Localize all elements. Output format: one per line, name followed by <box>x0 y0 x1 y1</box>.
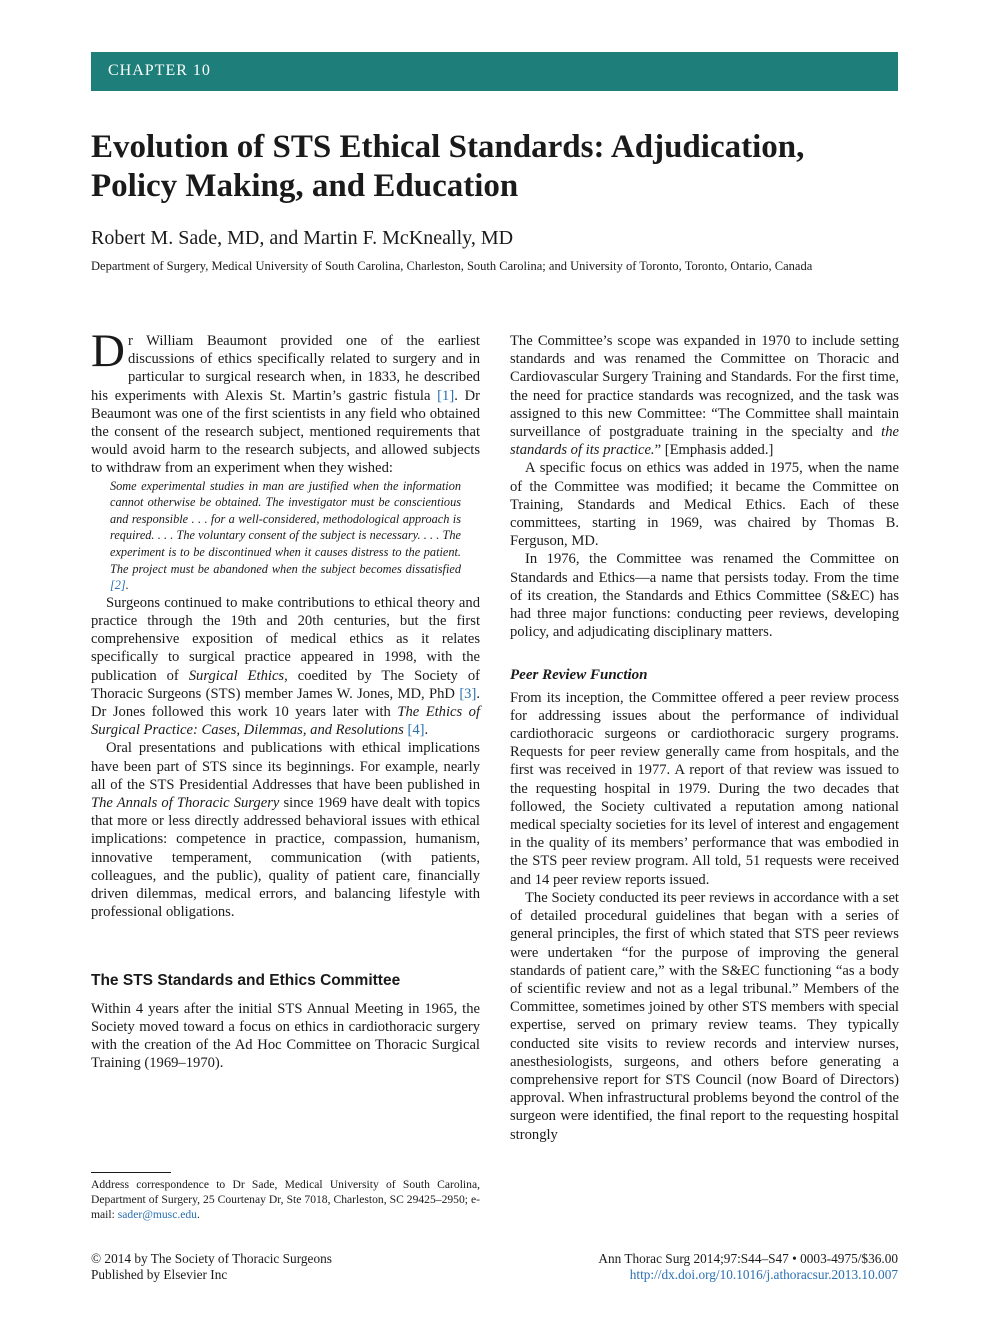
body-paragraph: Surgeons continued to make contributions to ethical theory and practice through the 19th and 20th centuries, but the first comprehensive exposition of medical ethics as it relates specifically to surgical practice appeared in 1998, with the publication of Surgical Ethics, coedited by The Society of Thoracic Surgeons (STS) member James W. Jones, MD, PhD [3]. Dr Jones followed this work 10 years later with The Ethics of Surgical Practice: Cases, Dilemmas, and Resolutions [4]. <box>91 594 480 739</box>
copyright-block <box>91 1251 332 1283</box>
subsection-heading: Peer Review Function <box>510 667 648 684</box>
body-paragraph: The Society conducted its peer reviews in accordance with a set of detailed procedural guidelines that began with a series of general principles, the first of which stated that STS peer reviews were undertaken “for the purpose of improving the general standards of patient care,” with the S&EC functioning “as a body of scientific review and not as a legal tribunal.” Members of the Committee, sometimes joined by other STS members with special expertise, served on primary review teams. They typically conducted site visits to review records and interview nurses, anesthesiologists, surgeons, and others before generating a comprehensive report for STS Council (now Board of Directors) approval. When infrastructural problems beyond the control of the surgeon were identified, the final report to the requesting hospital strongly <box>510 889 899 1143</box>
email-link[interactable]: sader@musc.edu <box>117 1208 197 1222</box>
citation-block <box>598 1251 898 1283</box>
author-list: Robert M. Sade, MD, and Martin F. McKneally, MD <box>91 227 514 249</box>
reference-link-2[interactable]: [2] <box>110 578 126 593</box>
section-heading: The STS Standards and Ethics Committee <box>91 972 401 990</box>
reference-link-1[interactable]: [1] <box>437 387 455 404</box>
footnote-divider <box>91 1172 171 1173</box>
left-column <box>91 325 480 1072</box>
right-column <box>510 332 899 1144</box>
article-title: Evolution of STS Ethical Standards: Adjudication, Policy Making, and Education <box>91 129 805 204</box>
body-paragraph: In 1976, the Committee was renamed the Committee on Standards and Ethics—a name that persists today. From the time of its creation, the Standards and Ethics Committee (S&EC) has had three major functions: conducting peer reviews, developing policy, and adjudicating disciplinary matters. <box>510 551 899 641</box>
affiliation: Department of Surgery, Medical University of South Carolina, Charleston, South Carolina; and University of Toronto, Toronto, Ontario, Canada <box>91 259 813 273</box>
body-paragraph: Oral presentations and publications with ethical implications have been part of STS since its beginnings. For example, nearly all of the STS Presidential Addresses that have been published in The Annals of Thoracic Surgery since 1969 have dealt with topics that more or less directly addressed behavioral issues with ethical implications: competence in practice, compassion, humanism, innovative temperament, communication (with patients, colleagues, and the public), quality of patient care, financially driven dilemmas, medical errors, and balancing lifestyle with professional obligations. <box>91 740 480 921</box>
chapter-label: CHAPTER 10 <box>108 62 211 79</box>
publisher-line: Published by Elsevier Inc <box>91 1267 228 1283</box>
body-paragraph: Within 4 years after the initial STS Annual Meeting in 1965, the Society moved toward a focus on ethics in cardiothoracic surgery with the creation of the Ad Hoc Committee on Thoracic Surgical Training (1969–1970). <box>91 1000 480 1072</box>
drop-cap: D <box>91 325 125 377</box>
block-quote: Some experimental studies in man are justified when the information cannot otherwise be obtained. The investigator must be conscientious and responsible . . . for a well-considered, methodological approach is required. . . . The voluntary consent of the subject is necessary. . . . The experiment is to be discontinued when it causes distress to the patient. The project must be abandoned when the subject becomes dissatisfied [2]. <box>110 478 461 593</box>
reference-link-3[interactable]: [3] <box>459 685 477 702</box>
body-paragraph: From its inception, the Committee offered a peer review process for addressing issues about the performance of individual cardiothoracic surgeons or cardiothoracic surgery programs. Requests for peer review generally came from hospitals, and the first was received in 1977. A report of that review was issued to the requesting hospital in 1979. During the two decades that followed, the Society cultivated a reputation among national medical specialty societies for its level of interest and engagement in the quality of its members’ performance that was embodied in the STS peer review program. All told, 51 requests were received and 14 peer review reports issued. <box>510 689 899 888</box>
copyright-line: © 2014 by The Society of Thoracic Surgeons <box>91 1251 332 1266</box>
intro-paragraph: Dr William Beaumont provided one of the earliest discussions of ethics specifically related to surgery and in particular to surgical research when, in 1833, he described his experiments with Alexis St. Martin’s gastric fistula [1]. Dr Beaumont was one of the first scientists in any field who obtained the consent of the research subject, mentioned requirements that would avoid harm to the research subjects, and allowed subjects to withdraw from an experiment when they wished: <box>91 325 480 477</box>
chapter-banner <box>91 52 898 91</box>
correspondence-footnote: Address correspondence to Dr Sade, Medical University of South Carolina, Department of Surgery, 25 Courtenay Dr, Ste 7018, Charleston, SC 29425–2950; e-mail: sader@musc.edu. <box>91 1178 480 1222</box>
body-paragraph: A specific focus on ethics was added in 1975, when the name of the Committee was modified; it became the Committee on Training, Standards and Medical Ethics. Each of these committees, starting in 1969, was chaired by Thomas B. Ferguson, MD. <box>510 460 899 550</box>
citation-line: Ann Thorac Surg 2014;97:S44–S47 • 0003-4975/$36.00 <box>598 1251 898 1266</box>
doi-link[interactable]: http://dx.doi.org/10.1016/j.athoracsur.2013.10.007 <box>629 1267 898 1283</box>
reference-link-4[interactable]: [4] <box>407 722 425 739</box>
body-paragraph: The Committee’s scope was expanded in 1970 to include setting standards and was renamed the Committee on Thoracic and Cardiovascular Surgery Training and Standards. For the first time, the need for practice standards was recognized, and the task was assigned to this new Committee: “The Committee shall maintain surveillance of postgraduate training in the specialty and the standards of its practice.” [Emphasis added.] <box>510 333 899 459</box>
